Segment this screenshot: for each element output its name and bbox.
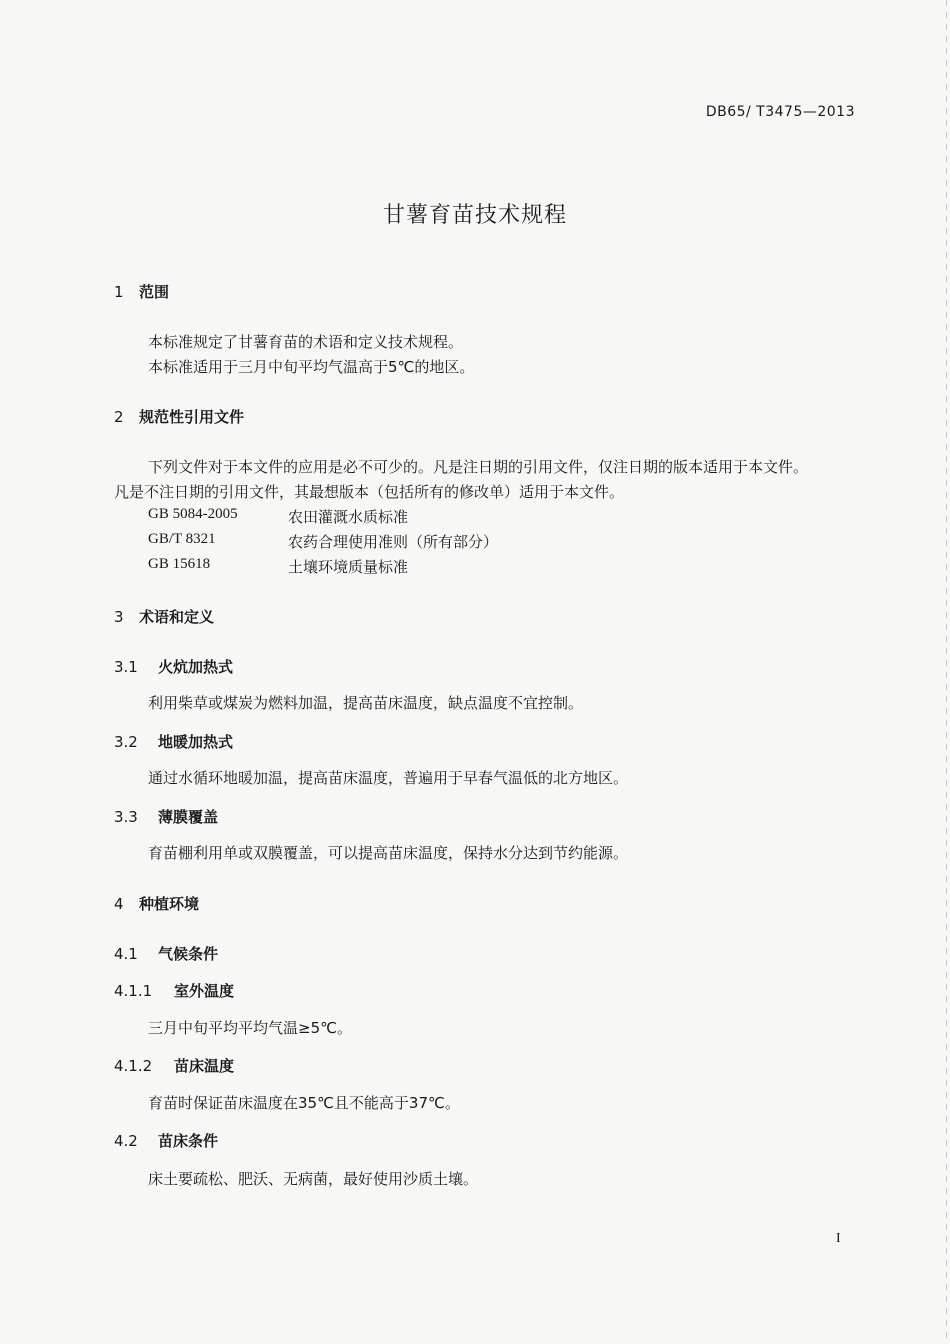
section-3-heading bbox=[114, 606, 214, 627]
paragraph: 通过水循环地暖加温，提高苗床温度，普遍用于早春气温低的北方地区。 bbox=[148, 769, 629, 787]
paragraph: 本标准适用于三月中旬平均气温高于5℃的地区。 bbox=[148, 358, 475, 376]
paragraph: 本标准规定了甘薯育苗的术语和定义技术规程。 bbox=[148, 333, 464, 351]
reference-name: 农药合理使用准则（所有部分） bbox=[288, 533, 499, 551]
subsection-title: 薄膜覆盖 bbox=[158, 808, 219, 826]
subsection-number: 3.2 bbox=[114, 733, 138, 751]
subsection-3-2-heading bbox=[114, 731, 233, 752]
subsection-number: 4.1.1 bbox=[114, 982, 153, 1000]
section-title: 种植环境 bbox=[139, 895, 200, 913]
subsection-title: 气候条件 bbox=[158, 945, 219, 963]
paragraph: 三月中旬平均平均气温≥5℃。 bbox=[148, 1019, 352, 1037]
subsection-number: 3.3 bbox=[114, 808, 138, 826]
subsection-number: 3.1 bbox=[114, 658, 138, 676]
reference-name: 土壤环境质量标准 bbox=[288, 558, 409, 576]
paragraph: 育苗棚利用单或双膜覆盖，可以提高苗床温度，保持水分达到节约能源。 bbox=[148, 844, 629, 862]
section-2-heading bbox=[114, 406, 244, 427]
section-4-heading bbox=[114, 893, 199, 914]
document-title: 甘薯育苗技术规程 bbox=[382, 203, 567, 228]
paragraph: 利用柴草或煤炭为燃料加温，提高苗床温度，缺点温度不宜控制。 bbox=[148, 694, 584, 712]
section-number: 1 bbox=[114, 283, 124, 301]
subsection-4-2-heading bbox=[114, 1130, 218, 1151]
subsection-number: 4.2 bbox=[114, 1132, 138, 1150]
subsection-title: 室外温度 bbox=[174, 982, 235, 1000]
paragraph: 育苗时保证苗床温度在35℃且不能高于37℃。 bbox=[148, 1094, 460, 1112]
reference-id: GB/T 8321 bbox=[148, 531, 216, 547]
subsection-4-1-heading bbox=[114, 943, 218, 964]
subsection-number: 4.1 bbox=[114, 945, 138, 963]
subsection-number: 4.1.2 bbox=[114, 1057, 153, 1075]
paragraph: 下列文件对于本文件的应用是必不可少的。凡是注日期的引用文件，仅注日期的版本适用于本文件。 bbox=[148, 458, 809, 476]
subsection-4-1-1-heading bbox=[114, 980, 234, 1001]
reference-name: 农田灌溉水质标准 bbox=[288, 508, 409, 526]
subsection-3-1-heading bbox=[114, 656, 233, 677]
reference-id: GB 5084-2005 bbox=[148, 506, 238, 522]
section-title: 范围 bbox=[139, 283, 170, 301]
section-1-heading bbox=[114, 281, 169, 302]
subsection-4-1-2-heading bbox=[114, 1055, 234, 1076]
paragraph: 床土要疏松、肥沃、无病菌，最好使用沙质土壤。 bbox=[148, 1170, 479, 1188]
section-title: 术语和定义 bbox=[139, 608, 215, 626]
subsection-title: 地暖加热式 bbox=[158, 733, 234, 751]
subsection-title: 苗床温度 bbox=[174, 1057, 235, 1075]
subsection-title: 苗床条件 bbox=[158, 1132, 219, 1150]
section-number: 3 bbox=[114, 608, 124, 626]
subsection-title: 火炕加热式 bbox=[158, 658, 234, 676]
subsection-3-3-heading bbox=[114, 806, 218, 827]
section-number: 2 bbox=[114, 408, 124, 426]
reference-id: GB 15618 bbox=[148, 556, 211, 572]
paragraph: 凡是不注日期的引用文件，其最想版本（包括所有的修改单）适用于本文件。 bbox=[114, 483, 625, 501]
section-title: 规范性引用文件 bbox=[139, 408, 245, 426]
standard-code: DB65/ T3475—2013 bbox=[705, 104, 855, 120]
section-number: 4 bbox=[114, 895, 124, 913]
page-number: I bbox=[836, 1231, 841, 1246]
